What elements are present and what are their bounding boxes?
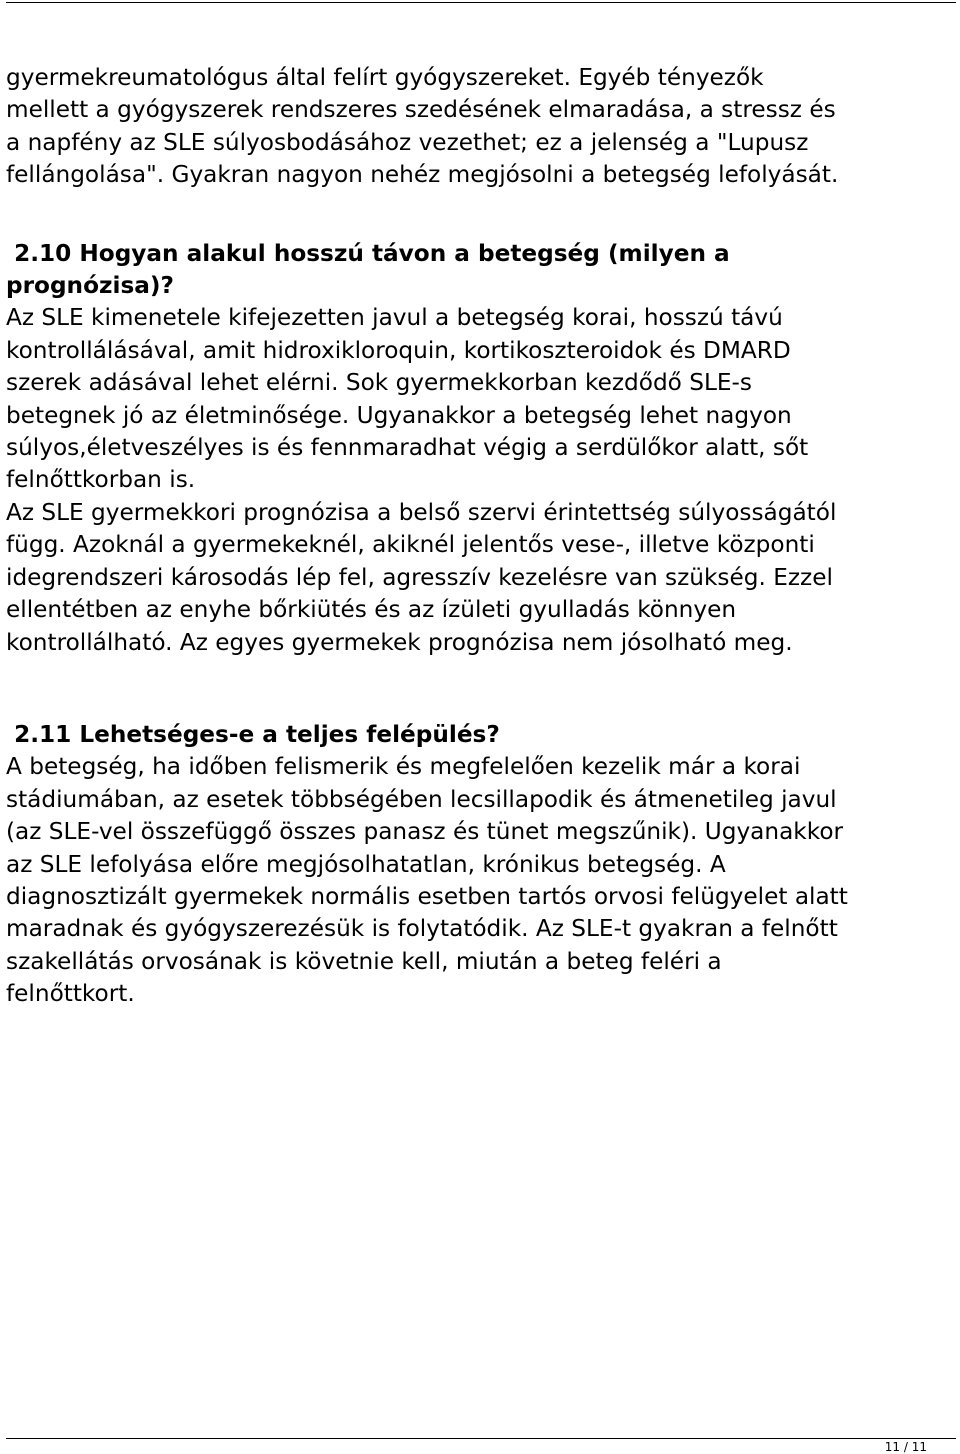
text-line: (az SLE-vel összefüggő összes panasz és tünet megszűnik). Ugyanakkor (6, 818, 844, 846)
spacer (6, 192, 956, 238)
text-line: szerek adásával lehet elérni. Sok gyermekkorban kezdődő SLE-s (6, 369, 752, 397)
text-line: felnőttkorban is. (6, 466, 196, 494)
text-line: maradnak és gyógyszerezésük is folytatódik. Az SLE-t gyakran a felnőtt (6, 915, 838, 943)
section-heading-2-10 (6, 238, 956, 303)
heading-line: prognózisa)? (6, 272, 174, 300)
text-line: mellett a gyógyszerek rendszeres szedésének elmaradása, a stressz és (6, 96, 836, 124)
text-line: Az SLE gyermekkori prognózisa a belső szervi érintettség súlyosságától (6, 498, 837, 526)
text-line: ellentétben az enyhe bőrkiütés és az ízületi gyulladás könnyen (6, 596, 737, 624)
section-2-10-body (6, 302, 956, 658)
text-line: idegrendszeri károsodás lép fel, agresszív kezelésre van szükség. Ezzel (6, 563, 833, 591)
text-line: diagnosztizált gyermekek normális esetben tartós orvosi felügyelet alatt (6, 882, 848, 910)
text-line: gyermekreumatológus által felírt gyógyszereket. Egyéb tényezők (6, 64, 764, 91)
text-line: súlyos,életveszélyes is és fennmaradhat végig a serdülőkor alatt, sőt (6, 434, 809, 462)
text-line: függ. Azoknál a gyermekeknél, akiknél jelentős vese-, illetve központi (6, 531, 815, 559)
text-line: Az SLE kimenetele kifejezetten javul a betegség korai, hosszú távú (6, 304, 783, 332)
section-heading-2-11 (6, 719, 956, 751)
intro-paragraph (6, 62, 956, 192)
text-line: az SLE lefolyása előre megjósolhatatlan, krónikus betegség. A (6, 850, 726, 878)
text-line: felnőttkort. (6, 980, 135, 1008)
spacer (6, 659, 956, 719)
text-line: kontrollálható. Az egyes gyermekek prognózisa nem jósolható meg. (6, 628, 793, 656)
heading-line: 2.11 Lehetséges-e a teljes felépülés? (6, 720, 500, 748)
text-line: a napfény az SLE súlyosbodásához vezethet; ez a jelenség a "Lupusz (6, 128, 809, 156)
page-number: 11 / 11 (884, 1440, 927, 1454)
document-body (6, 62, 956, 1011)
text-line: A betegség, ha időben felismerik és megfelelően kezelik már a korai (6, 753, 801, 781)
text-line: kontrollálásával, amit hidroxikloroquin, kortikoszteroidok és DMARD (6, 336, 791, 364)
text-line: betegnek jó az életminősége. Ugyanakkor a betegség lehet nagyon (6, 401, 792, 429)
text-line: fellángolása". Gyakran nagyon nehéz megjósolni a betegség lefolyását. (6, 161, 839, 189)
section-2-11-body (6, 751, 956, 1010)
text-line: stádiumában, az esetek többségében lecsillapodik és átmenetileg javul (6, 785, 837, 813)
header-rule (6, 2, 956, 3)
text-line: szakellátás orvosának is követnie kell, miután a beteg feléri a (6, 947, 722, 975)
heading-line: 2.10 Hogyan alakul hosszú távon a betegség (milyen a (6, 239, 730, 267)
footer-rule (6, 1438, 956, 1439)
